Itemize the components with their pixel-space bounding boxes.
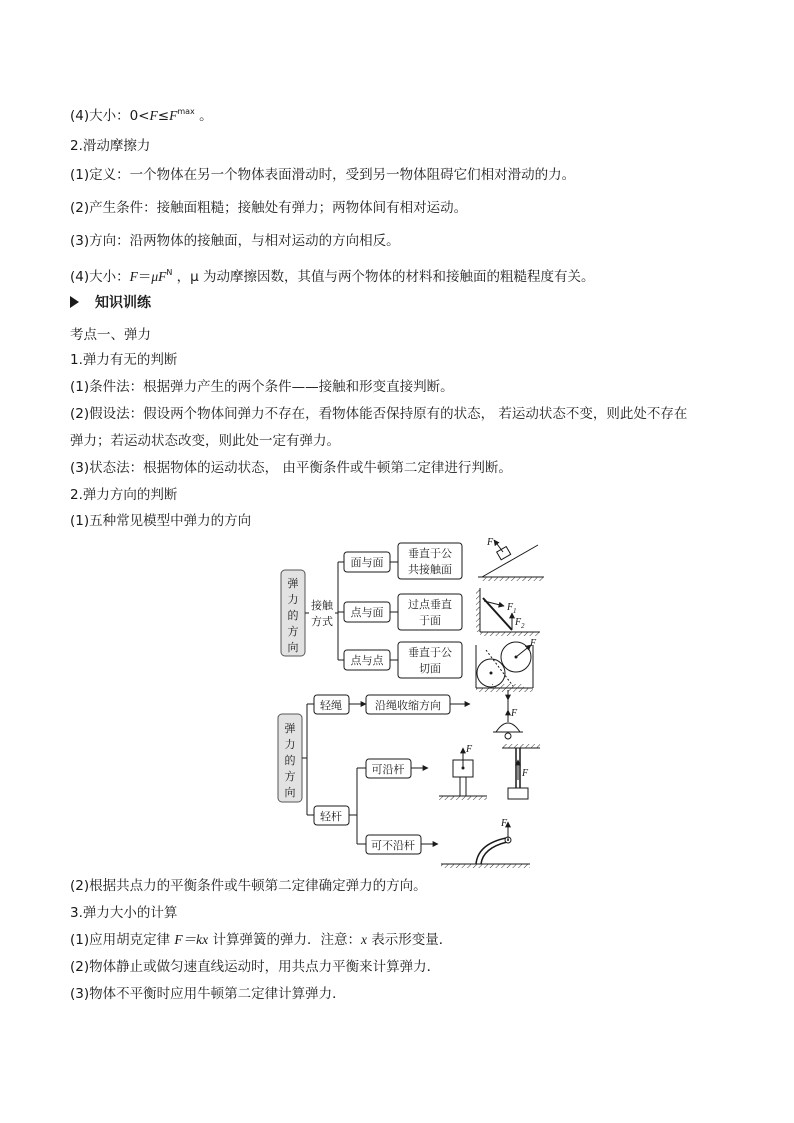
force-label: F bbox=[515, 617, 522, 628]
curved-rod-illustration bbox=[441, 818, 530, 868]
label: 可沿杆 bbox=[371, 763, 405, 776]
heading-text: 知识训练 bbox=[95, 295, 151, 311]
root-box-contact bbox=[281, 570, 305, 656]
force-label: F bbox=[487, 537, 494, 548]
label: 沿绳收缩方向 bbox=[375, 699, 441, 712]
incline-block-illustration bbox=[478, 537, 544, 581]
force-label: F bbox=[522, 768, 529, 779]
label: 于面 bbox=[419, 614, 441, 627]
judge-title: 1.弹力有无的判断 bbox=[70, 352, 178, 368]
label: 面与面 bbox=[350, 556, 384, 569]
root1-char: 方 bbox=[287, 625, 299, 638]
direction-title: 2.弹力方向的判断 bbox=[70, 487, 178, 503]
label: 共接触面 bbox=[408, 563, 452, 576]
force-label: F bbox=[507, 602, 514, 613]
desc-point-point bbox=[398, 642, 462, 678]
text-segment: 表示形变量． bbox=[366, 932, 453, 948]
hanging-weight-rod-illustration bbox=[502, 744, 540, 799]
contact-way-label: 接触 bbox=[311, 599, 333, 612]
contact-way-label: 方式 bbox=[311, 615, 333, 628]
calc-title: 3.弹力大小的计算 bbox=[70, 905, 178, 921]
root2-char: 力 bbox=[284, 738, 296, 751]
label: 过点垂直 bbox=[408, 598, 452, 611]
calc-equilibrium: (2)物体静止或做匀速直线运动时，用共点力平衡来计算弹力． bbox=[70, 959, 441, 975]
formula-var: x bbox=[360, 932, 367, 947]
force-sub: 1 bbox=[513, 607, 517, 615]
text-segment: ，μ 为动摩擦因数，其值与两个物体的材料和接触面的粗糙程度有关。 bbox=[172, 269, 595, 285]
label: 点与面 bbox=[350, 606, 384, 619]
formula-var: F bbox=[149, 108, 158, 123]
formula-sub: N bbox=[166, 268, 173, 277]
two-spheres-illustration bbox=[476, 638, 537, 692]
root2-char: 的 bbox=[284, 754, 296, 767]
formula-var: F bbox=[169, 108, 178, 123]
box-point-point bbox=[344, 650, 390, 670]
label: 点与点 bbox=[350, 654, 384, 667]
judge-state-method: (3)状态法：根据物体的运动状态， 由平衡条件或牛顿第二定律进行判断。 bbox=[70, 460, 512, 476]
formula-sub: max bbox=[177, 107, 195, 116]
text-segment: 。 bbox=[194, 108, 213, 124]
root2-char: 向 bbox=[284, 786, 296, 799]
force-label: F bbox=[530, 638, 537, 649]
sliding-friction-direction: (3)方向：沿两物体的接触面，与相对运动的方向相反。 bbox=[70, 233, 400, 249]
box-along-rod bbox=[366, 759, 411, 778]
text-segment: (1)应用胡克定律 bbox=[70, 932, 175, 948]
judge-assumption-method-a: (2)假设法：假设两个物体间弹力不存在，看物体能否保持原有的状态， 若运动状态不变，则此处不存在 bbox=[70, 406, 688, 422]
box-point-surface bbox=[344, 602, 390, 622]
root2-char: 弹 bbox=[284, 722, 296, 735]
label: 垂直于公 bbox=[408, 547, 452, 560]
exam-point-1: 考点一、弹力 bbox=[70, 327, 151, 343]
root1-char: 力 bbox=[287, 593, 299, 606]
box-light-rope bbox=[314, 695, 349, 714]
formula-var: F bbox=[129, 269, 138, 284]
text-segment: (4)大小：0< bbox=[70, 108, 150, 124]
label: 轻杆 bbox=[320, 810, 342, 823]
text-segment: (4)大小： bbox=[70, 269, 130, 285]
root1-char: 弹 bbox=[287, 577, 299, 590]
force-label: F bbox=[466, 744, 473, 755]
direction-five-models: (1)五种常见模型中弹力的方向 bbox=[70, 513, 252, 529]
desc-point-surface bbox=[398, 594, 462, 630]
judge-assumption-method-b: 弹力；若运动状态改变，则此处一定有弹力。 bbox=[70, 433, 340, 449]
force-label: F bbox=[511, 708, 518, 719]
sliding-friction-condition: (2)产生条件：接触面粗糙；接触处有弹力；两物体间有相对运动。 bbox=[70, 200, 468, 216]
formula-eq: ＝ bbox=[137, 269, 152, 285]
direction-equilibrium: (2)根据共点力的平衡条件或牛顿第二定律确定弹力的方向。 bbox=[70, 878, 427, 894]
hanging-lamp-illustration bbox=[492, 684, 524, 739]
formula-rel: ≤ bbox=[157, 108, 170, 124]
label: 轻绳 bbox=[320, 699, 342, 712]
label: 可不沿杆 bbox=[371, 839, 415, 852]
sliding-friction-title: 2.滑动摩擦力 bbox=[70, 138, 151, 154]
box-surface-surface bbox=[344, 552, 390, 572]
judge-condition-method: (1)条件法：根据弹力产生的两个条件——接触和形变直接判断。 bbox=[70, 379, 454, 395]
formula: F＝kx bbox=[174, 932, 209, 947]
root-box-rope-rod bbox=[278, 714, 302, 802]
calc-newton: (3)物体不平衡时应用牛顿第二定律计算弹力． bbox=[70, 986, 346, 1002]
rod-corner-illustration bbox=[476, 588, 540, 636]
root1-char: 的 bbox=[287, 609, 299, 622]
label: 切面 bbox=[419, 662, 441, 675]
formula-mu: μ bbox=[151, 269, 159, 284]
force-sub: 2 bbox=[521, 622, 525, 630]
text-segment: 计算弹簧的弹力．注意： bbox=[208, 932, 361, 948]
label: 垂直于公 bbox=[408, 646, 452, 659]
box-light-rod bbox=[314, 806, 349, 825]
desc-surface-surface bbox=[398, 543, 462, 579]
box-not-along-rod bbox=[366, 835, 421, 854]
sliding-friction-definition: (1)定义：一个物体在另一个物体表面滑动时，受到另一物体阻碍它们相对滑动的力。 bbox=[70, 167, 576, 183]
force-label: F bbox=[501, 818, 508, 829]
box-rope-desc bbox=[366, 695, 450, 714]
block-on-rod-illustration bbox=[439, 744, 487, 800]
root2-char: 方 bbox=[284, 770, 296, 783]
formula-var: F bbox=[158, 269, 167, 284]
root1-char: 向 bbox=[287, 641, 299, 654]
